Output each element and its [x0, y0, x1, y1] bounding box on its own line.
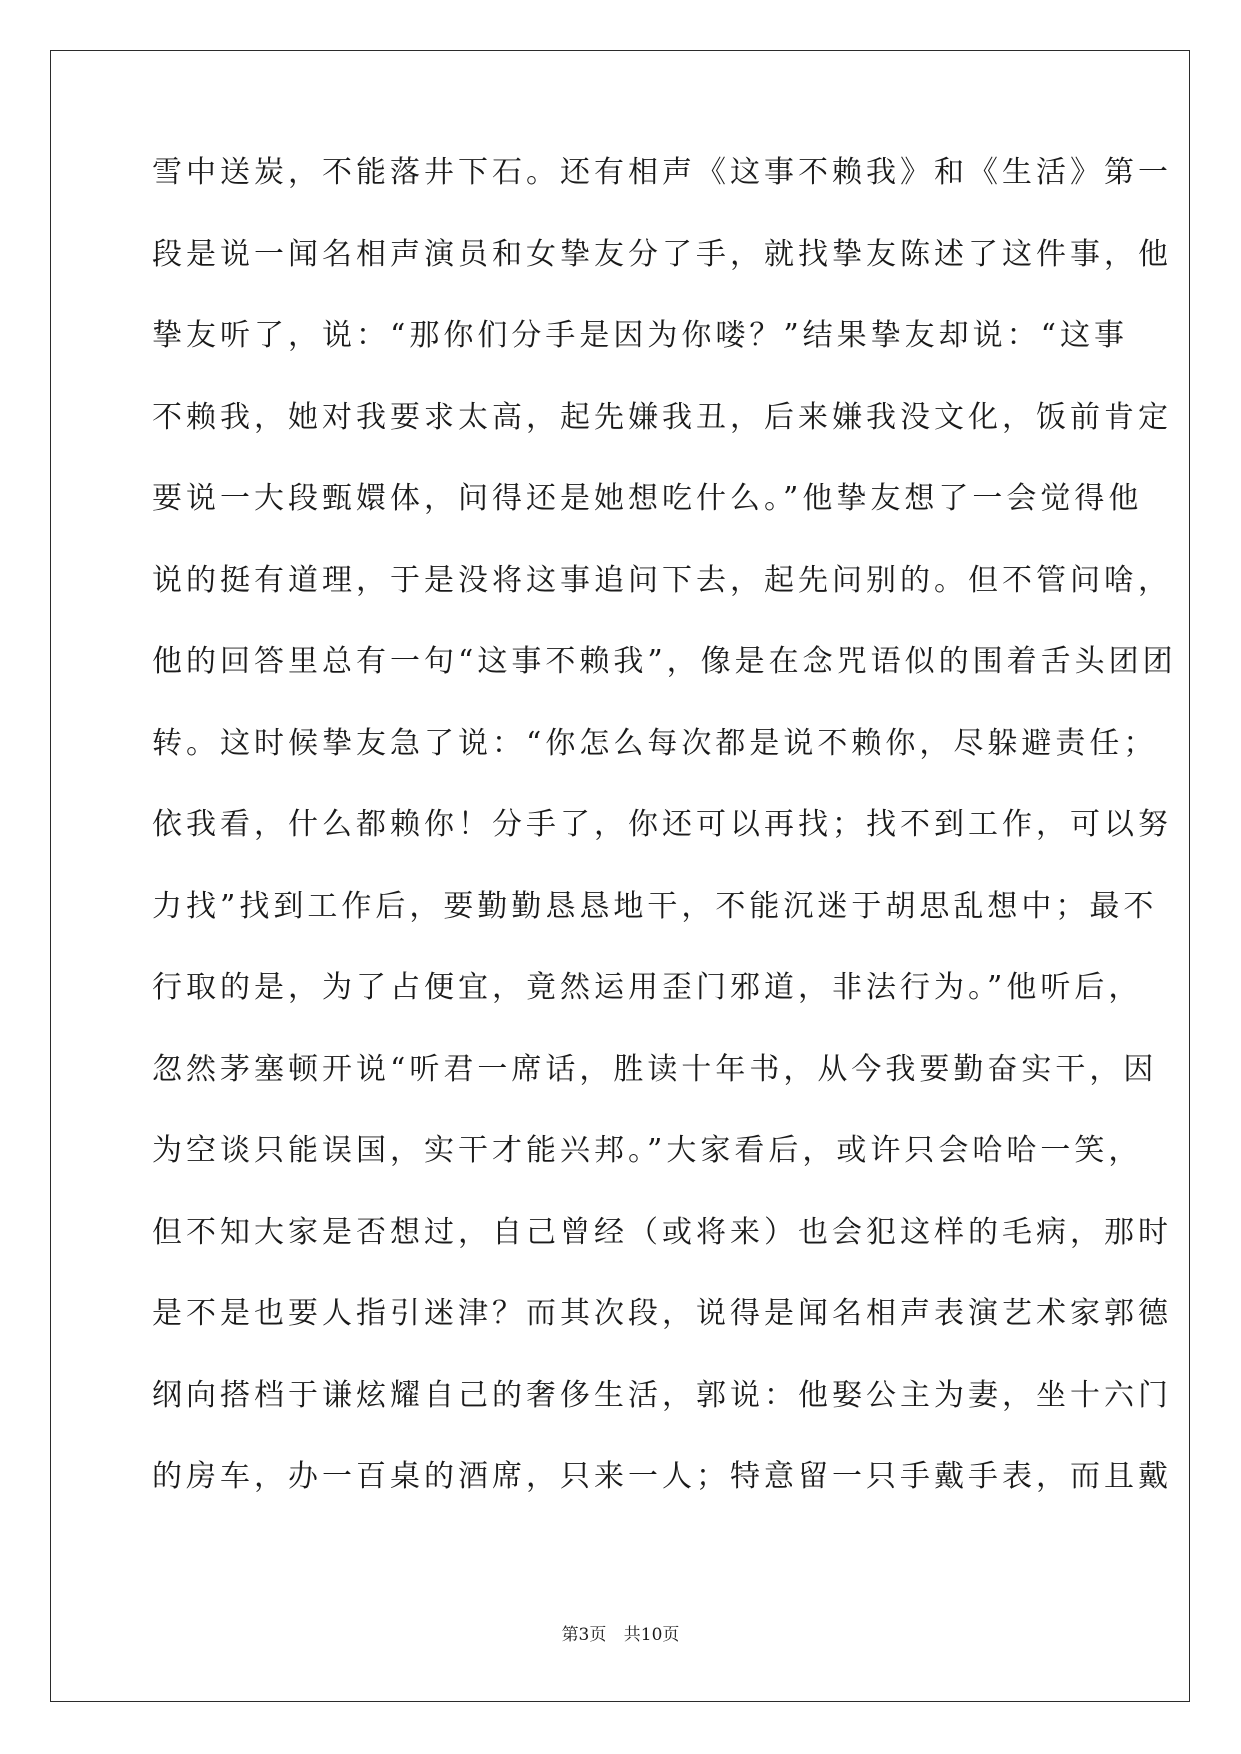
page-footer [0, 1620, 1241, 1645]
text-line: 力找”找到工作后，要勤勤恳恳地干，不能沉迷于胡思乱想中；最不 [152, 888, 1158, 924]
text-line: 忽然茅塞顿开说“听君一席话，胜读十年书，从今我要勤奋实干，因 [152, 1051, 1158, 1087]
text-line: 转。这时候挚友急了说：“你怎么每次都是说不赖你，尽躲避责任； [152, 725, 1158, 761]
text-line: 的房车，办一百桌的酒席，只来一人；特意留一只手戴手表，而且戴 [152, 1459, 1172, 1494]
page-total: 共10页 [623, 1625, 680, 1645]
text-line: 为空谈只能误国，实干才能兴邦。”大家看后，或许只会哈哈一笑， [152, 1133, 1143, 1168]
text-line: 但不知大家是否想过，自己曾经（或将来）也会犯这样的毛病，那时 [152, 1214, 1172, 1250]
text-line: 不赖我，她对我要求太高，起先嫌我丑，后来嫌我没文化，饭前肯定 [152, 399, 1172, 435]
text-line: 行取的是，为了占便宜，竟然运用歪门邪道，非法行为。”他听后， [152, 970, 1143, 1005]
text-line: 是不是也要人指引迷津？而其次段，说得是闻名相声表演艺术家郭德 [152, 1296, 1172, 1331]
text-line: 要说一大段甄嬛体，问得还是她想吃什么。”他挚友想了一会觉得他 [152, 481, 1143, 516]
text-line: 纲向搭档于谦炫耀自己的奢侈生活，郭说：他娶公主为妻，坐十六门 [152, 1377, 1172, 1413]
text-line: 段是说一闻名相声演员和女挚友分了手，就找挚友陈述了这件事，他 [152, 236, 1172, 272]
text-line: 他的回答里总有一句“这事不赖我”，像是在念咒语似的围着舌头团团 [152, 644, 1177, 679]
document-body [152, 155, 1177, 1544]
text-line: 挚友听了，说：“那你们分手是因为你喽？”结果挚友却说：“这事 [152, 318, 1129, 353]
page-number: 第3页 [561, 1625, 607, 1645]
text-line: 雪中送炭，不能落井下石。还有相声《这事不赖我》和《生活》第一 [152, 155, 1172, 190]
text-line: 依我看，什么都赖你！分手了，你还可以再找；找不到工作，可以努 [152, 807, 1172, 842]
text-line: 说的挺有道理，于是没将这事追问下去，起先问别的。但不管问啥， [152, 562, 1172, 598]
